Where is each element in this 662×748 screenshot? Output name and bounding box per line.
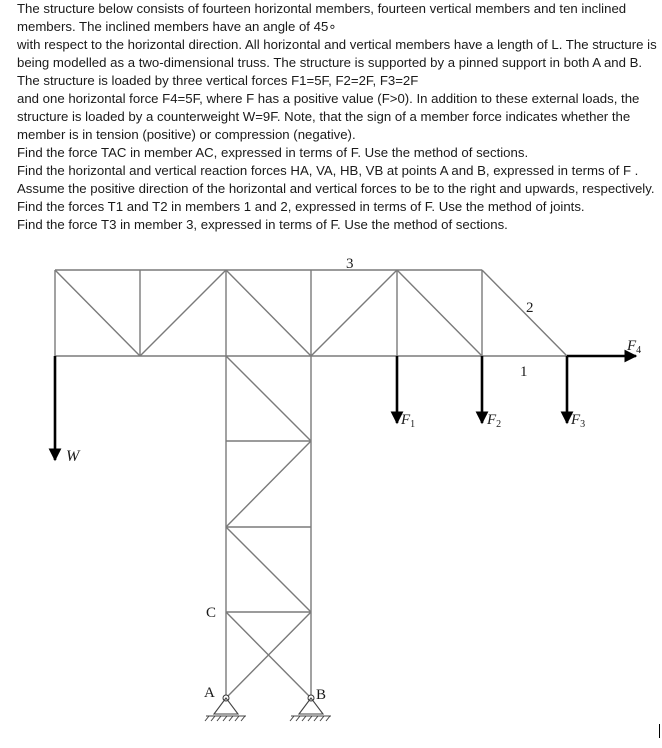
problem-question-t3: Find the force T3 in member 3, expressed in terms of F. Use the method of sections. — [17, 217, 508, 232]
label-f2: $F_2$ — [487, 412, 502, 430]
label-f3: $F_3$ — [571, 412, 586, 430]
arm-diagonal — [226, 270, 311, 356]
label-a: A — [204, 685, 215, 701]
arm-diagonal — [140, 270, 226, 356]
member-2 — [482, 270, 567, 356]
label-w: W — [66, 448, 80, 465]
label-b: B — [316, 687, 327, 703]
vertical-tower — [226, 356, 311, 698]
label-f4: $F_4$ — [627, 338, 642, 356]
problem-paragraph-2: with respect to the horizontal direction. All horizontal and vertical members have a length of L. The structure is being modelled as a two-dimensional truss. The structure is supported by a pinned support in both A and B. The structure is loaded by three vertical forces F1=5F, F2=2F, F3=2F — [17, 37, 657, 88]
arm-diagonal — [311, 270, 397, 356]
problem-question-t1-t2: Find the forces T1 and T2 in members 1 and 2, expressed in terms of F. Use the method of joints. — [17, 199, 585, 214]
tower-diagonal — [226, 356, 311, 441]
problem-question-tac: Find the force TAC in member AC, expressed in terms of F. Use the method of sections. — [17, 145, 529, 160]
text-cursor — [659, 724, 660, 738]
load-arrows — [55, 356, 636, 460]
label-f1: $F_1$ — [401, 412, 416, 430]
problem-paragraph-3: and one horizontal force F4=5F, where F has a positive value (F>0). In addition to these external loads, the structure is loaded by a counterweight W=9F. Note, that the sign of a member force indicates whether the member is in tension (positive) or compression (negative). — [17, 91, 640, 142]
problem-paragraph-1: The structure below consists of fourteen horizontal members, fourteen vertical members and ten inclined members. The inclined members have an angle of 45∘ — [17, 1, 627, 34]
tower-diagonal — [226, 441, 311, 527]
label-member-2: 2 — [526, 300, 534, 316]
label-member-1: 1 — [520, 364, 528, 380]
arm-diagonal — [397, 270, 482, 356]
problem-question-reactions: Find the horizontal and vertical reaction forces HA, VA, HB, VB at points A and B, expressed in terms of F . Assume the positive direction of the horizontal and vertical forces to be to the right and upwards, respectively. — [17, 163, 655, 196]
horizontal-arm — [55, 270, 567, 356]
label-member-3: 3 — [346, 256, 354, 272]
tower-diagonal — [226, 527, 311, 612]
label-c: C — [206, 605, 217, 621]
arm-diagonal — [55, 270, 140, 356]
